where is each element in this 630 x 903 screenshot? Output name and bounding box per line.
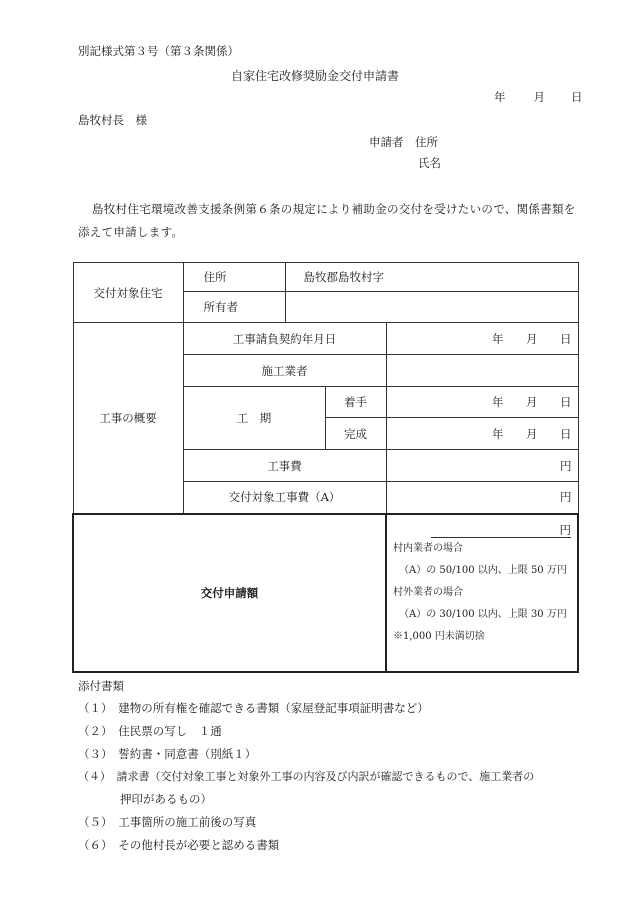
date-month: 月	[533, 90, 545, 104]
eligible-cost-label: 交付対象工事費（A）	[183, 482, 386, 514]
attachment-item: （２） 住民票の写し １通	[78, 724, 222, 738]
note-local: 村内業者の場合	[393, 542, 463, 554]
work-cost-value[interactable]: 円	[386, 450, 578, 482]
contract-date-value[interactable]: 年 月 日	[386, 323, 578, 355]
date-day: 日	[571, 90, 583, 104]
contractor-label: 施工業者	[183, 355, 386, 387]
work-cost-label: 工事費	[183, 450, 386, 482]
attachment-item: （６） その他村長が必要と認める書類	[78, 838, 280, 852]
owner-label: 所有者	[183, 292, 285, 323]
request-amount-value[interactable]	[386, 514, 578, 672]
finish-label: 完成	[325, 418, 386, 450]
work-summary-label: 工事の概要	[73, 323, 183, 514]
note-rounding: ※1,000 円未満切捨	[393, 630, 485, 642]
contractor-value[interactable]	[386, 355, 578, 387]
date-year: 年	[494, 90, 506, 104]
attachment-item: （３） 誓約書・同意書（別紙１）	[78, 747, 257, 761]
application-date	[494, 90, 583, 104]
request-amount-label: 交付申請額	[73, 514, 386, 672]
start-label: 着手	[325, 387, 386, 418]
contract-date-label: 工事請負契約年月日	[183, 323, 386, 355]
address-label: 住所	[183, 263, 285, 292]
application-form-table	[72, 262, 579, 673]
eligible-cost-value[interactable]: 円	[386, 482, 578, 514]
note-outside: 村外業者の場合	[393, 586, 463, 598]
start-date-value[interactable]: 年 月 日	[386, 387, 578, 418]
attachments-title: 添付書類	[78, 679, 124, 693]
house-label: 交付対象住宅	[73, 263, 183, 323]
address-value[interactable]: 島牧郡島牧村字	[285, 263, 578, 292]
owner-value[interactable]	[285, 292, 578, 323]
addressee: 島牧村長 様	[78, 113, 147, 127]
attachment-item-continued: 押印があるもの）	[120, 792, 212, 806]
attachment-item: （４） 請求書（交付対象工事と対象外工事の内容及び内訳が確認できるもので、施工業者の	[78, 770, 535, 783]
attachment-item: （５） 工事箇所の施工前後の写真	[78, 815, 257, 829]
note-local-rate: （A）の 50/100 以内、上限 50 万円	[399, 564, 567, 576]
applicant-address-label: 申請者 住所	[369, 135, 438, 149]
attachment-item: （１） 建物の所有権を確認できる書類（家屋登記事項証明書など）	[78, 701, 429, 715]
work-period-label: 工 期	[183, 387, 325, 450]
note-outside-rate: （A）の 30/100 以内、上限 30 万円	[399, 608, 567, 620]
form-label: 別記様式第３号（第３条関係）	[78, 44, 239, 58]
document-title: 自家住宅改修奨励金交付申請書	[230, 69, 399, 83]
application-statement: 島牧村住宅環境改善支援条例第６条の規定により補助金の交付を受けたいので、関係書類を添えて申請します。	[78, 202, 576, 239]
applicant-name-label: 氏名	[418, 156, 441, 170]
finish-date-value[interactable]: 年 月 日	[386, 418, 578, 450]
request-amount-line[interactable]: 円	[431, 523, 571, 538]
